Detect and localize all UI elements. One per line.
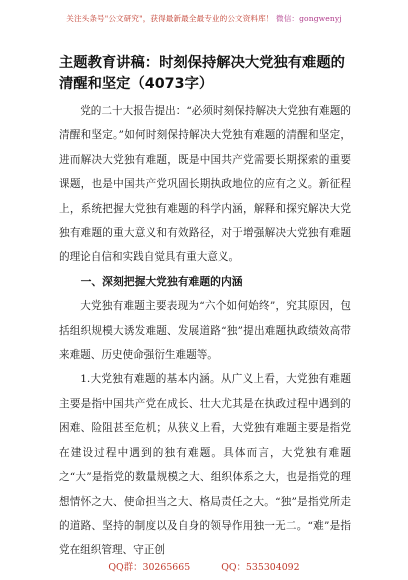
footer-contact xyxy=(0,559,408,573)
header-promo-text: 关注头条号"公文研究"，获得最新最全最专业的公文资料库！ xyxy=(66,14,274,23)
section1-paragraph-2: 1.大党独有难题的基本内涵。从广义上看，大党独有难题主要是指中国共产党在成长、壮大尤其是在执政过程中遇到的困难、险阻甚至危机；从狭义上看，大党独有难题主要是指党在建设过程中遇到的独有难题。具体而言，大党独有难题之“大”是指党的数量规模之大、组织体系之大，也是指党的理想情怀之大、使命担当之大、格局责任之大。“独”是指党所走的道路、坚持的制度以及自身的领导作用独一无二。“难”是指党在组织管理、守正创 xyxy=(59,373,351,557)
footer-qq-group: QQ群：30265665 xyxy=(108,562,191,573)
footer-qq: QQ：535304092 xyxy=(221,562,300,573)
section-heading-1: 一、深刻把握大党独有难题的内涵 xyxy=(80,274,243,288)
document-body xyxy=(59,99,351,563)
document-title: 主题教育讲稿：时刻保持解决大党独有难题的清醒和坚定（4073字） xyxy=(59,55,345,92)
header-promo-note xyxy=(0,13,408,24)
intro-paragraph: 党的二十大报告提出：“必须时刻保持解决大党独有难题的清醒和坚定。”如何时刻保持解决大党独有难题的清醒和坚定，进而解决大党独有难题，既是中国共产党需要长期探索的重要课题，也是中国共产党巩固长期执政地位的应有之义。新征程上，系统把握大党独有难题的科学内涵，解释和探究解决大党独有难题的重大意义和有效路径，对于增强解决大党独有难题的理论自信和实践自觉具有重大意义。 xyxy=(59,105,351,264)
header-wechat-text: 微信：gongwenyj xyxy=(276,14,342,23)
section1-paragraph-1: 大党独有难题主要表现为“六个如何始终”，究其原因，包括组织规模大诱发难题、发展道路“独”提出难题执政绩效高带来难题、历史使命强衍生难题等。 xyxy=(59,300,351,362)
